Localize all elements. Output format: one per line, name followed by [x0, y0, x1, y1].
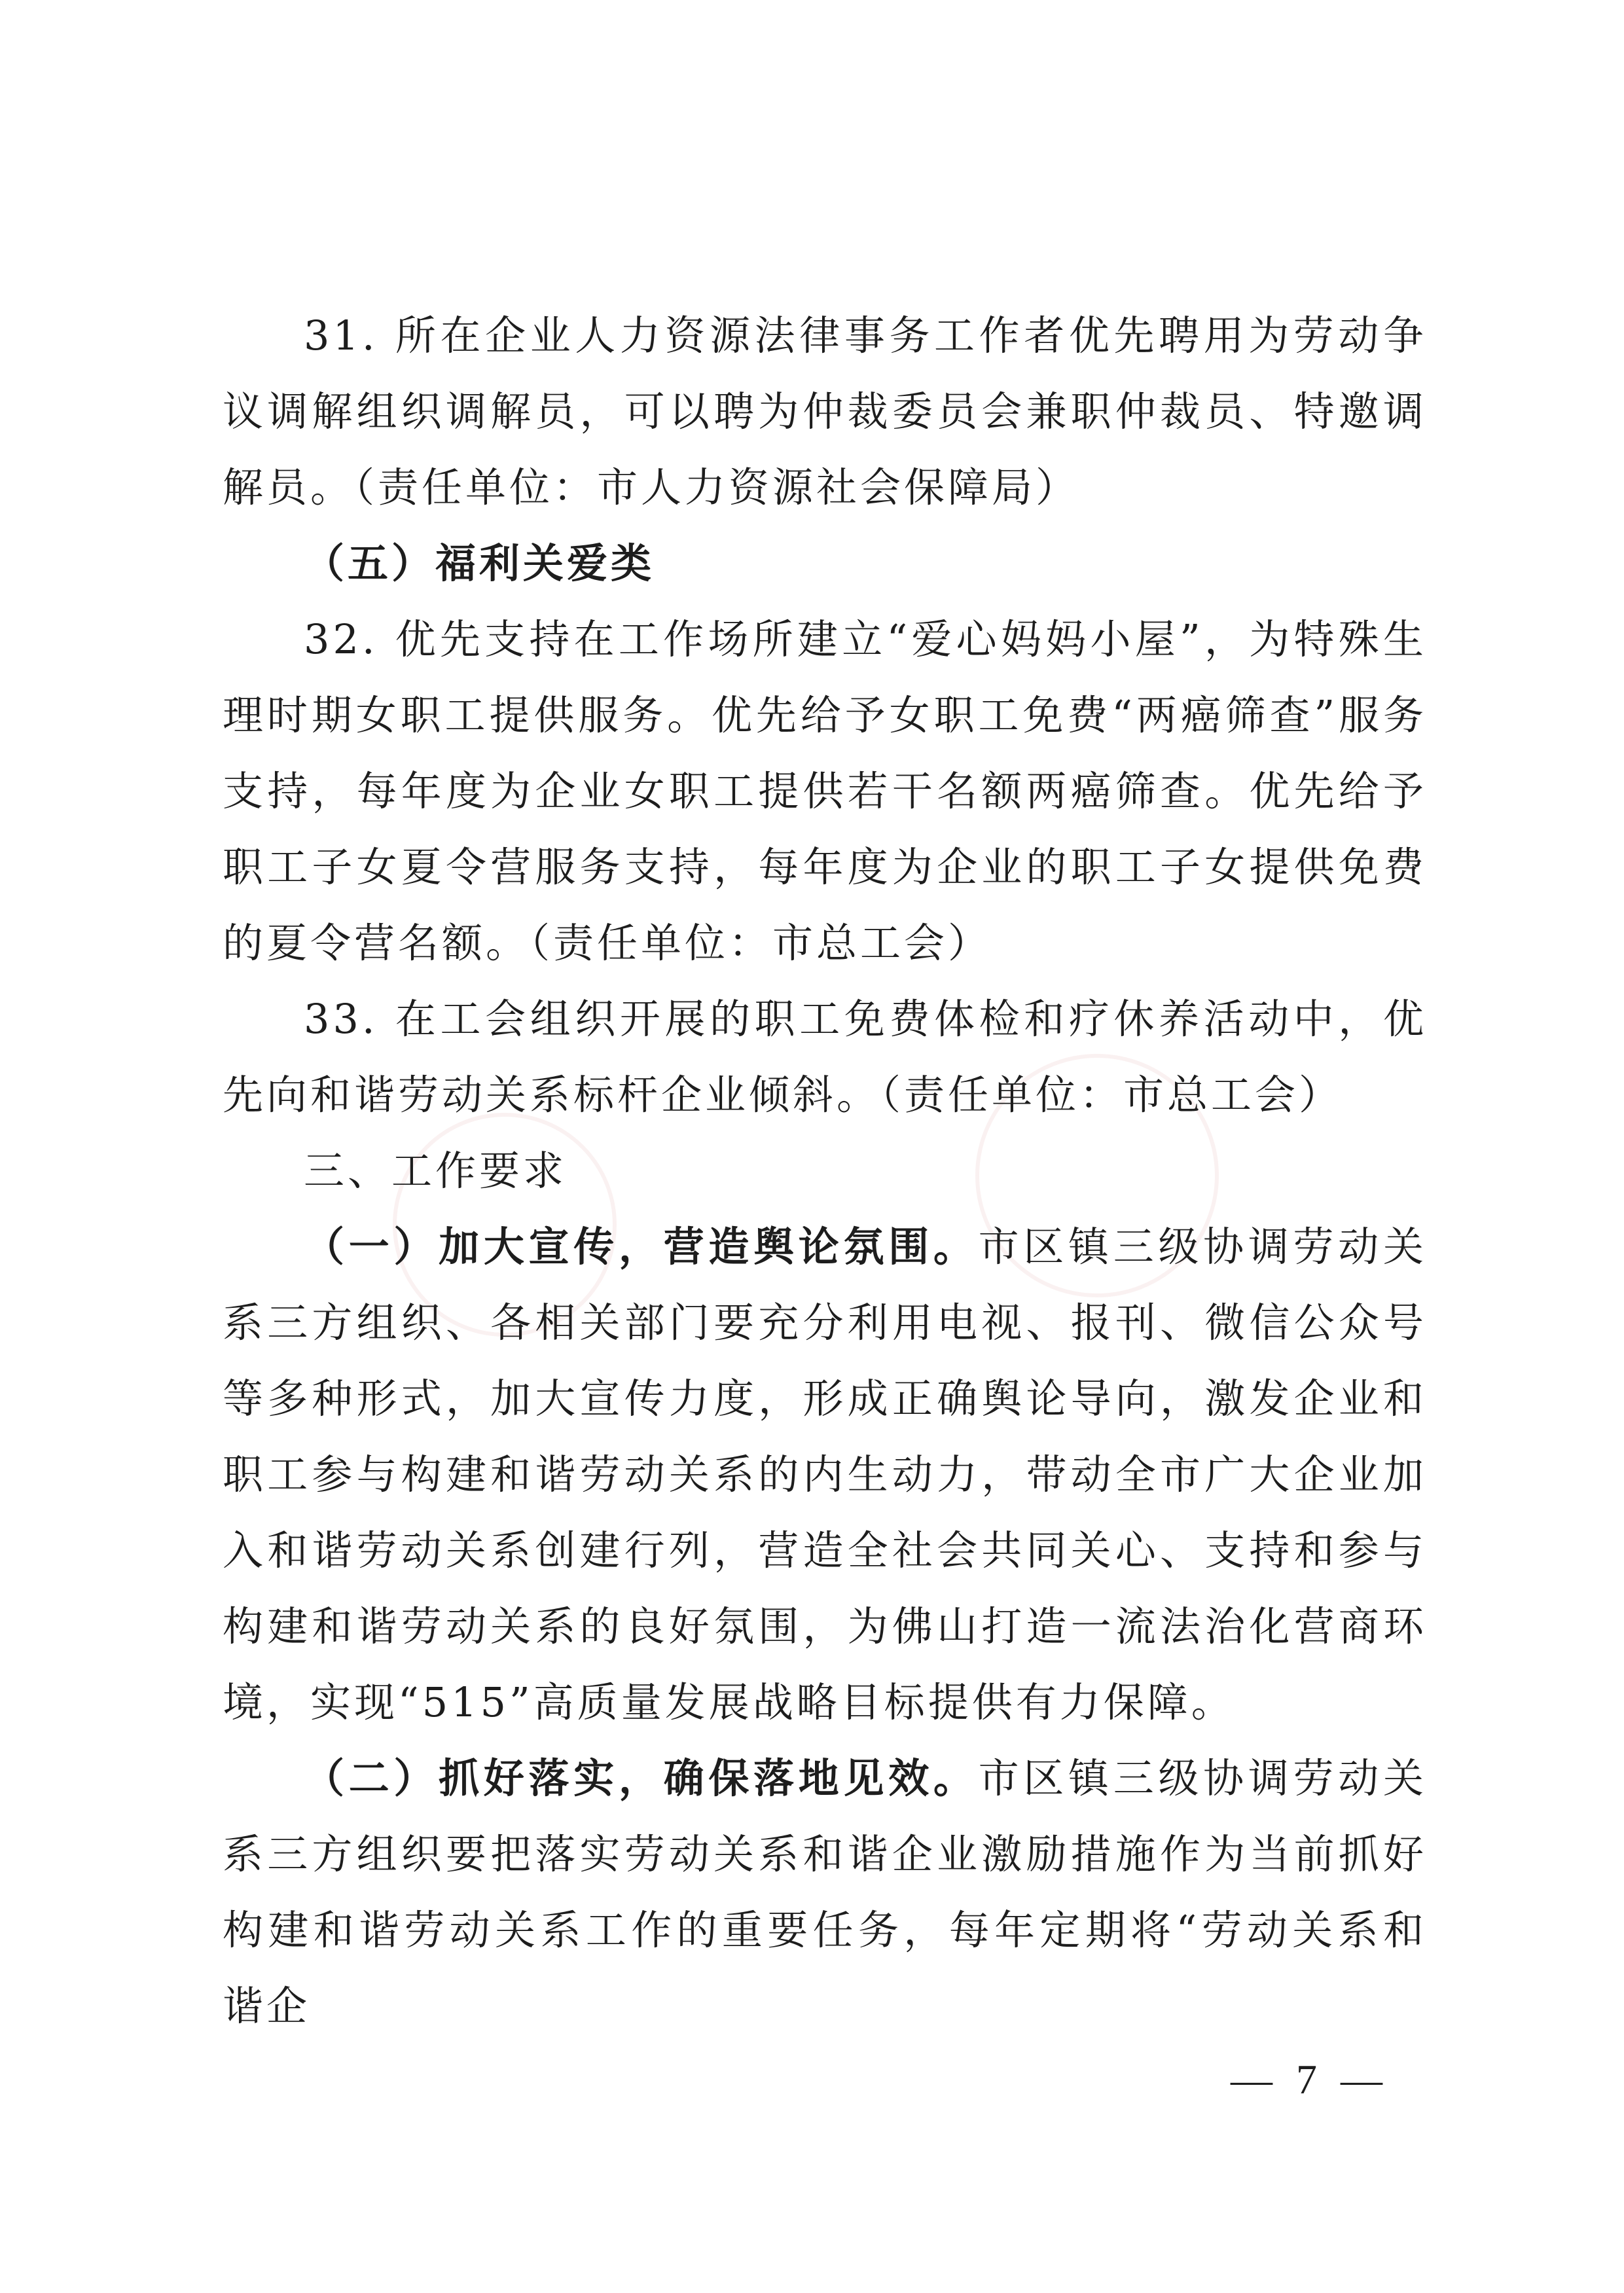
- body-text-block: [223, 298, 1427, 2044]
- item-33-paragraph: 33. 在工会组织开展的职工免费体检和疗休养活动中，优先向和谐劳动关系标杆企业倾斜。（责任单位：市总工会）: [223, 995, 1427, 1119]
- page-number: — 7 —: [1231, 2056, 1389, 2103]
- item-32-paragraph: 32. 优先支持在工作场所建立“爱心妈妈小屋”，为特殊生理时期女职工提供服务。优先给予女职工免费“两癌筛查”服务支持，每年度为企业女职工提供若干名额两癌筛查。优先给予职工子女夏令营服务支持，每年度为企业的职工子女提供免费的夏令营名额。（责任单位：市总工会）: [223, 615, 1427, 967]
- requirement-2-paragraph: [223, 1741, 1427, 2044]
- requirement-1-lead: （一）加大宣传，营造舆论氛围。: [304, 1223, 979, 1271]
- work-requirements-heading: 三、工作要求: [304, 1147, 568, 1195]
- item-31-paragraph: 31. 所在企业人力资源法律事务工作者优先聘用为劳动争议调解组织调解员，可以聘为仲裁委员会兼职仲裁员、特邀调解员。（责任单位：市人力资源社会保障局）: [223, 312, 1427, 511]
- requirement-1-paragraph: [223, 1209, 1427, 1741]
- requirement-2-lead: （二）抓好落实，确保落地见效。: [304, 1754, 979, 1802]
- requirement-1-text: 市区镇三级协调劳动关系三方组织、各相关部门要充分利用电视、报刊、微信公众号等多种形式，加大宣传力度，形成正确舆论导向，激发企业和职工参与构建和谐劳动关系的内生动力，带动全市广大企业加入和谐劳动关系创建行列，营造全社会共同关心、支持和参与构建和谐劳动关系的良好氛围，为佛山打造一流法治化营商环境，实现“515”高质量发展战略目标提供有力保障。: [223, 1223, 1427, 1726]
- welfare-care-heading: （五）福利关爱类: [304, 539, 655, 587]
- requirement-2-text: 市区镇三级协调劳动关系三方组织要把落实劳动关系和谐企业激励措施作为当前抓好构建和谐劳动关系工作的重要任务，每年定期将“劳动关系和谐企: [223, 1754, 1427, 2030]
